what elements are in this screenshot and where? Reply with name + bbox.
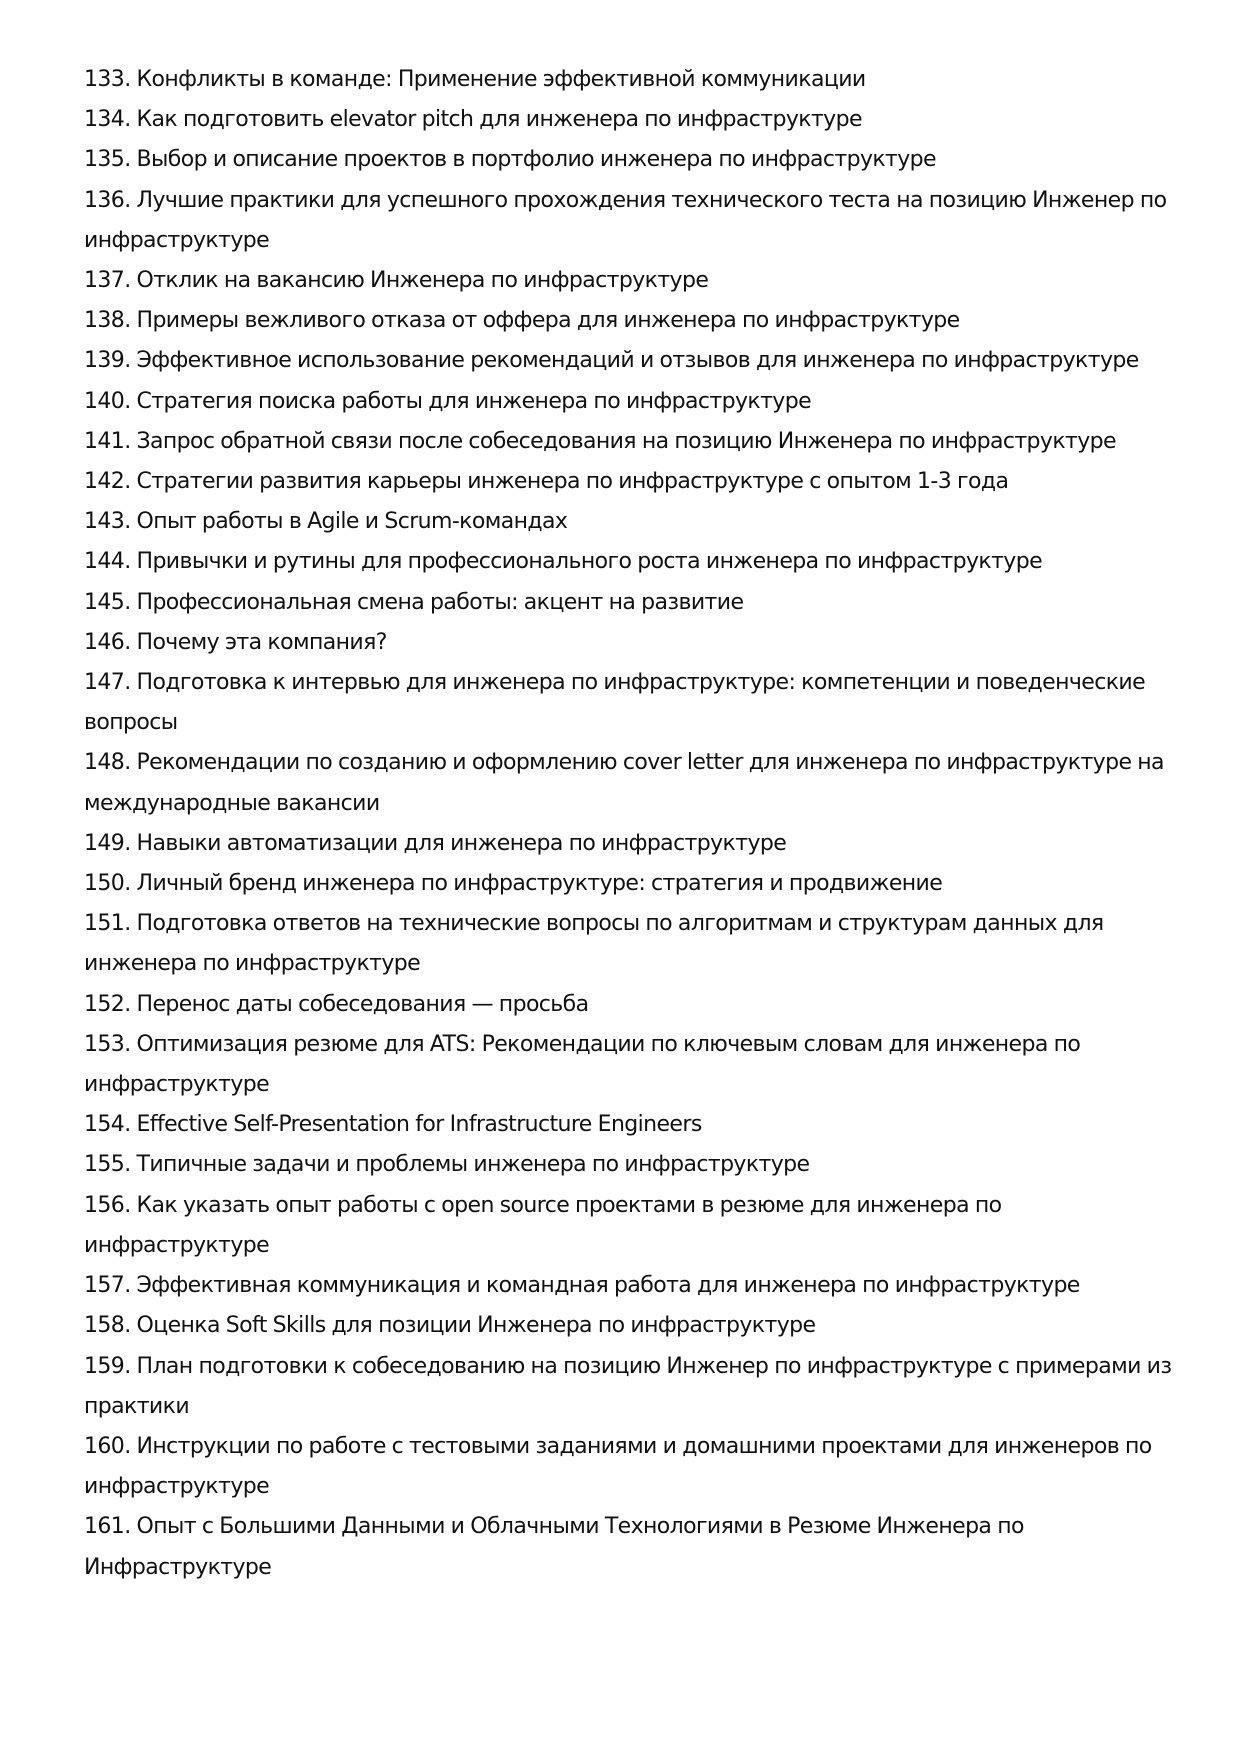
item-number: 159. <box>84 1353 131 1379</box>
list-item <box>84 663 1174 743</box>
item-number: 138. <box>84 308 131 334</box>
list-item <box>84 824 1174 864</box>
item-text: Личный бренд инженера по инфраструктуре: стратегия и продвижение <box>136 871 943 897</box>
topic-list <box>84 60 1174 1588</box>
list-item <box>84 301 1174 341</box>
item-text: Effective Self-Presentation for Infrastructure Engineers <box>136 1112 702 1138</box>
item-text: Лучшие практики для успешного прохождения технического теста на позицию Инженер по инфраструктуре <box>84 187 1167 253</box>
item-number: 133. <box>84 67 131 92</box>
list-item <box>84 422 1174 462</box>
list-item <box>84 1186 1174 1266</box>
item-text: Навыки автоматизации для инженера по инфраструктуре <box>136 830 787 856</box>
item-number: 151. <box>84 911 131 937</box>
item-number: 134. <box>84 107 131 133</box>
list-item <box>84 904 1174 984</box>
item-number: 145. <box>84 589 131 615</box>
item-number: 143. <box>84 509 131 535</box>
item-text: Стратегии развития карьеры инженера по инфраструктуре с опытом 1-3 года <box>136 469 1009 495</box>
item-number: 156. <box>84 1192 131 1218</box>
item-text: Эффективное использование рекомендаций и отзывов для инженера по инфраструктуре <box>136 348 1139 374</box>
document-page <box>84 60 1174 1588</box>
item-text: Опыт с Большими Данными и Облачными Технологиями в Резюме Инженера по Инфраструктуре <box>84 1514 1024 1580</box>
item-number: 161. <box>84 1514 131 1540</box>
item-text: Перенос даты собеседования — просьба <box>136 991 589 1017</box>
item-number: 148. <box>84 750 131 776</box>
item-number: 137. <box>84 268 131 294</box>
list-item <box>84 864 1174 904</box>
item-text: Как указать опыт работы с open source проектами в резюме для инженера по инфраструктуре <box>84 1192 1002 1258</box>
item-text: Оценка Soft Skills для позиции Инженера по инфраструктуре <box>136 1313 816 1339</box>
item-text: Запрос обратной связи после собеседования на позицию Инженера по инфраструктуре <box>136 428 1116 454</box>
list-item <box>84 1507 1174 1587</box>
list-item <box>84 1105 1174 1145</box>
item-number: 140. <box>84 388 131 414</box>
item-text: Стратегия поиска работы для инженера по инфраструктуре <box>136 388 811 414</box>
item-number: 160. <box>84 1433 131 1459</box>
list-item <box>84 341 1174 381</box>
list-item <box>84 60 1174 100</box>
list-item <box>84 1427 1174 1507</box>
item-number: 141. <box>84 428 131 454</box>
item-text: Инструкции по работе с тестовыми заданиями и домашними проектами для инженеров по инфраструктуре <box>84 1433 1152 1500</box>
list-item <box>84 181 1174 261</box>
item-text: Выбор и описание проектов в портфолио инженера по инфраструктуре <box>136 147 936 173</box>
list-item <box>84 100 1174 140</box>
item-number: 150. <box>84 871 131 897</box>
list-item <box>84 382 1174 422</box>
item-text: Примеры вежливого отказа от оффера для инженера по инфраструктуре <box>136 308 960 334</box>
item-number: 147. <box>84 670 131 696</box>
item-number: 135. <box>84 147 131 173</box>
list-item <box>84 1266 1174 1306</box>
item-text: Почему эта компания? <box>136 629 387 655</box>
item-number: 149. <box>84 830 131 856</box>
list-item <box>84 502 1174 542</box>
item-number: 154. <box>84 1112 131 1138</box>
item-text: Привычки и рутины для профессионального роста инженера по инфраструктуре <box>136 549 1043 575</box>
item-text: Типичные задачи и проблемы инженера по инфраструктуре <box>136 1152 810 1178</box>
list-item <box>84 1025 1174 1105</box>
item-text: Эффективная коммуникация и командная работа для инженера по инфраструктуре <box>136 1273 1080 1299</box>
item-text: Подготовка ответов на технические вопросы по алгоритмам и структурам данных для инженера по инфраструктуре <box>84 911 1104 977</box>
item-text: Профессиональная смена работы: акцент на развитие <box>136 589 744 615</box>
list-item <box>84 985 1174 1025</box>
list-item <box>84 623 1174 663</box>
item-text: Как подготовить elevator pitch для инженера по инфраструктуре <box>136 107 862 133</box>
list-item <box>84 583 1174 623</box>
list-item <box>84 140 1174 180</box>
item-number: 152. <box>84 991 131 1017</box>
item-number: 158. <box>84 1313 131 1339</box>
item-number: 136. <box>84 187 131 213</box>
item-number: 144. <box>84 549 131 575</box>
item-number: 139. <box>84 348 131 374</box>
list-item <box>84 1306 1174 1346</box>
list-item <box>84 462 1174 502</box>
item-text: Опыт работы в Agile и Scrum-командах <box>136 509 568 535</box>
item-number: 155. <box>84 1152 131 1178</box>
item-number: 153. <box>84 1031 131 1057</box>
item-text: План подготовки к собеседованию на позицию Инженер по инфраструктуре с примерами из практики <box>84 1353 1172 1419</box>
item-text: Рекомендации по созданию и оформлению cover letter для инженера по инфраструктуре на международные вакансии <box>84 750 1164 816</box>
item-text: Оптимизация резюме для ATS: Рекомендации по ключевым словам для инженера по инфраструктуре <box>84 1031 1081 1098</box>
list-item <box>84 1145 1174 1185</box>
item-text: Отклик на вакансию Инженера по инфраструктуре <box>136 268 709 294</box>
list-item <box>84 743 1174 823</box>
item-number: 146. <box>84 629 131 655</box>
list-item <box>84 1347 1174 1427</box>
item-number: 157. <box>84 1273 131 1299</box>
item-number: 142. <box>84 469 131 495</box>
list-item <box>84 261 1174 301</box>
item-text: Конфликты в команде: Применение эффективной коммуникации <box>136 67 866 92</box>
list-item <box>84 542 1174 582</box>
item-text: Подготовка к интервью для инженера по инфраструктуре: компетенции и поведенческие вопросы <box>84 670 1146 736</box>
